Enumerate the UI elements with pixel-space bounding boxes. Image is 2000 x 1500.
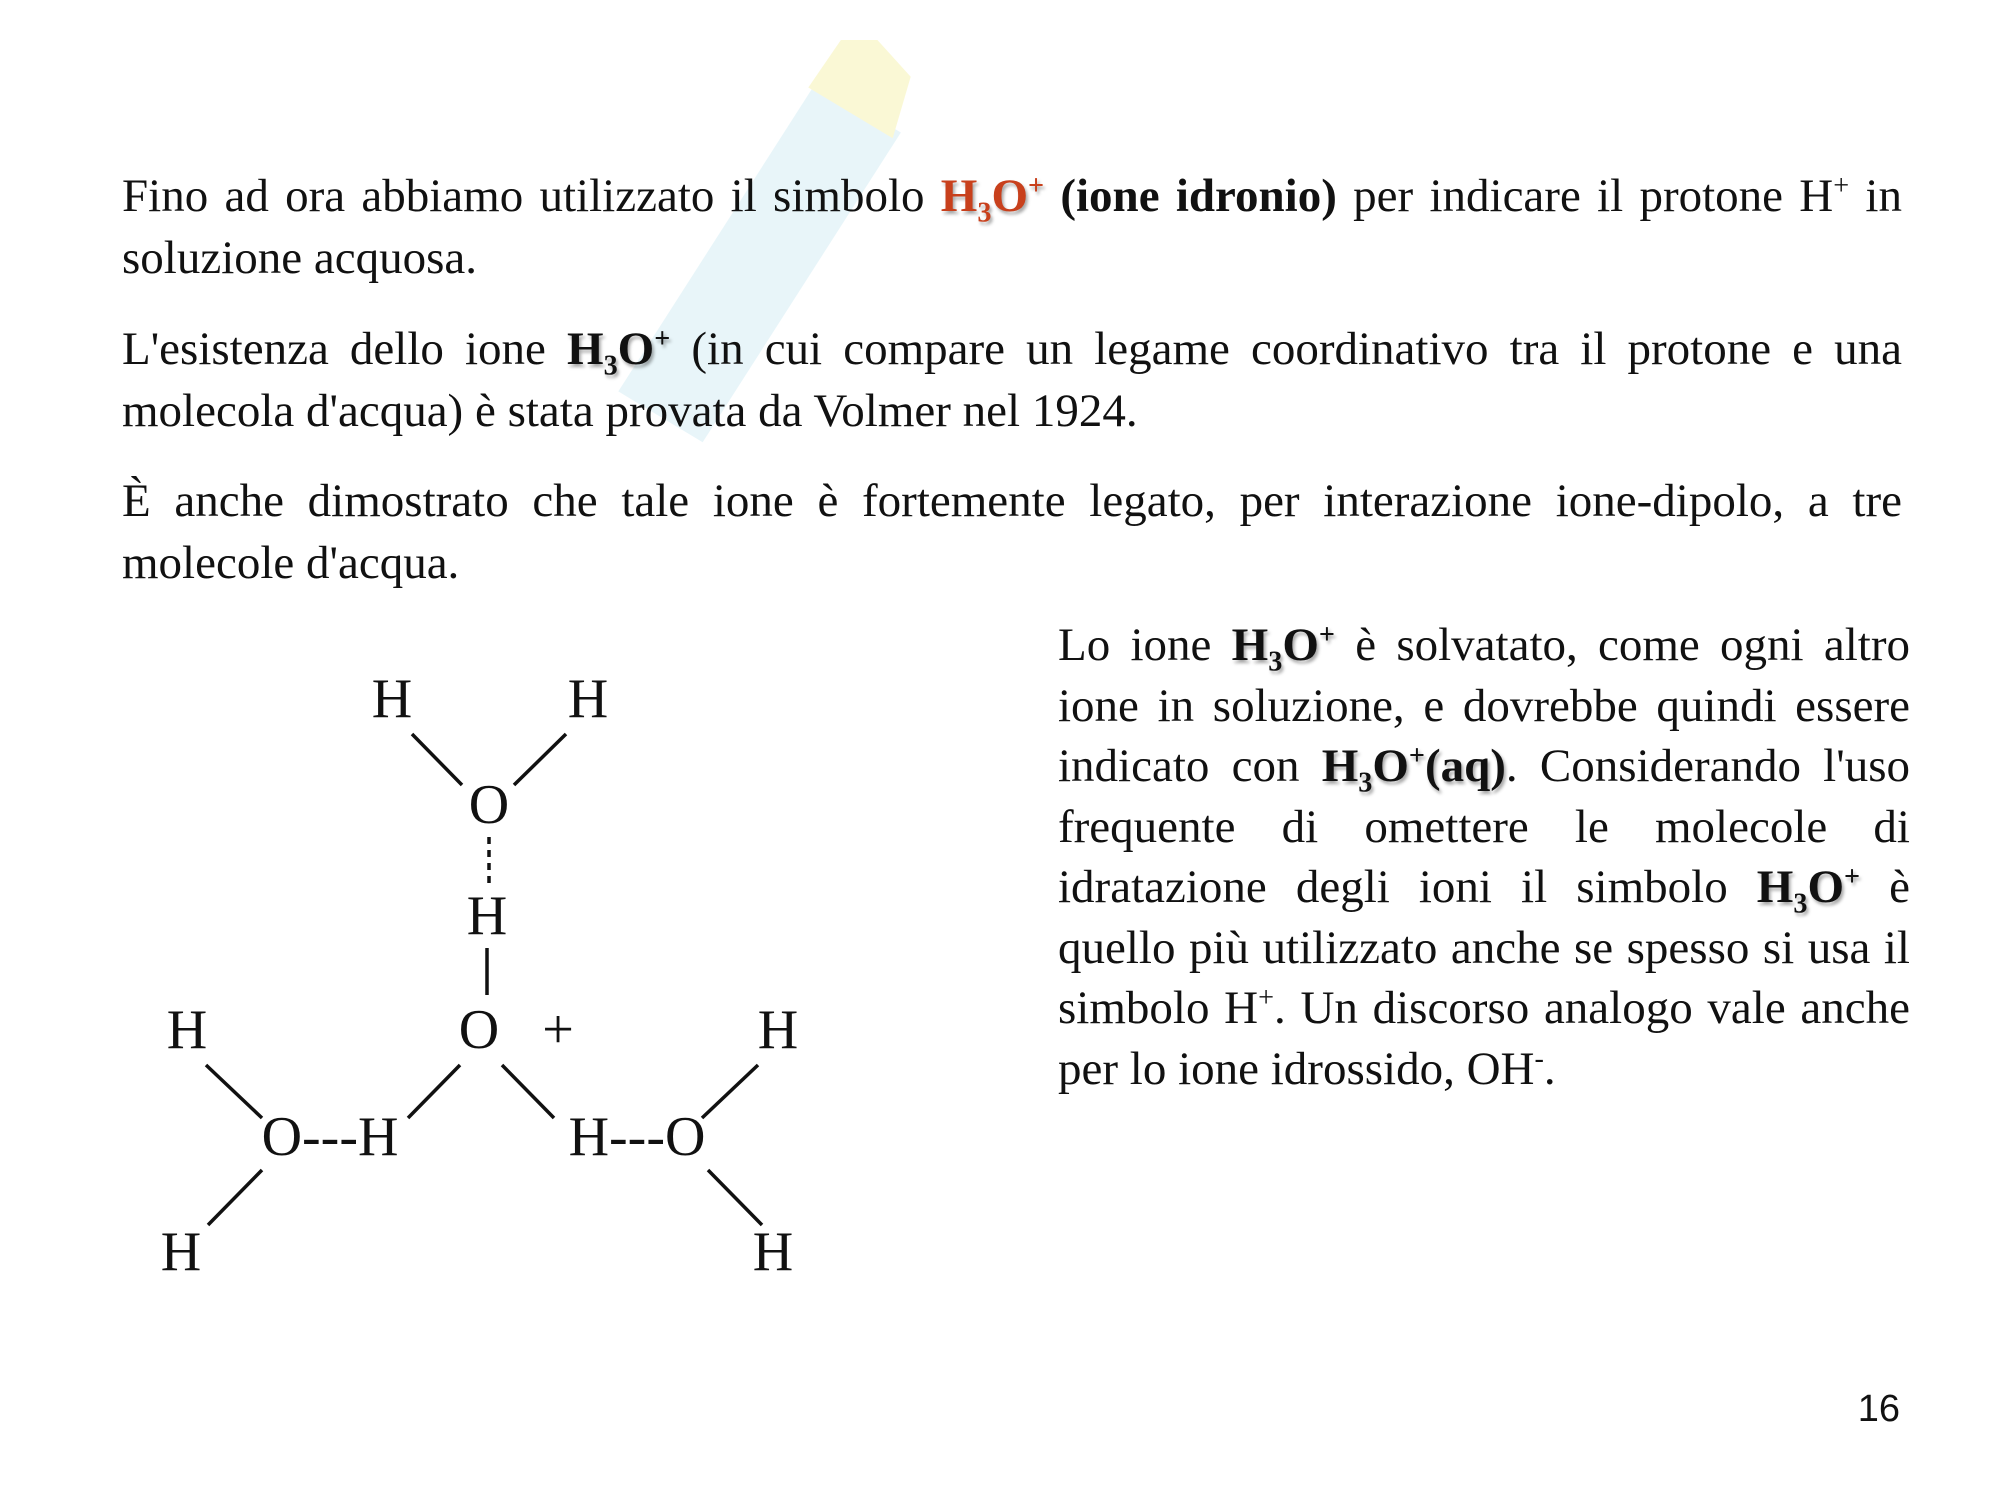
atom-top-h-left: H	[371, 668, 413, 730]
bond-right-top	[702, 1065, 758, 1118]
atom-left-o-h: O---H	[261, 1106, 399, 1168]
bond-left-bottom	[208, 1170, 262, 1225]
formula-h3o-aq: $H_3O^+(aq)$	[1321, 740, 1506, 799]
bond-top-right	[514, 734, 566, 785]
atom-right-bottom-h: H	[752, 1221, 794, 1283]
formula-h3o: $H_3O^+$	[1231, 619, 1335, 678]
atom-top-h-right: H	[567, 668, 609, 730]
atom-top-o: O	[468, 774, 510, 836]
atom-left-top-h: H	[166, 999, 208, 1061]
atom-right-top-h: H	[757, 999, 799, 1061]
bond-right-bottom	[708, 1170, 762, 1225]
paragraph-solvation: Lo ione $H_3O^+$ è solvatato, come ogni altro ione in soluzione, e dovrebbe quindi essere indicato con $H_3O^+(aq)$. Considerando l'uso frequente di omettere le molecole di idratazione degli ioni il simbolo $H_3O^+$ è quello più utilizzato anche se spesso si usa il simbolo H+. Un discorso analogo vale anche per lo ione idrossido, OH-.	[1058, 619, 1910, 1095]
bond-center-left	[408, 1065, 460, 1118]
paragraph-hydronium-intro: Fino ad ora abbiamo utilizzato il simbolo $H_3O^+$ (ione idronio) per indicare il protone H+ in soluzione acquosa.	[122, 170, 1902, 284]
paragraph-existence: L'esistenza dello ione $H_3O^+$ (in cui compare un legame coordinativo tra il protone e una molecola d'acqua) è stata provata da Volmer nel 1924.	[122, 323, 1902, 437]
formula-h3o: $H_3O^+$	[1756, 861, 1861, 920]
page-number: 16	[1857, 1388, 1900, 1430]
hydronium-hydration-structure	[130, 640, 890, 1320]
atom-center-o: O	[458, 999, 500, 1061]
bond-center-right	[502, 1065, 554, 1118]
formula-h3o-red: $H_3O^+$	[940, 170, 1045, 229]
formula-h3o: $H_3O^+$	[567, 323, 671, 382]
bond-top-left	[412, 734, 462, 785]
atom-right-h-o: H---O	[568, 1106, 706, 1168]
paragraph-ion-dipole: È anche dimostrato che tale ione è fortemente legato, per interazione ione-dipolo, a tre molecole d'acqua.	[122, 475, 1902, 589]
atom-left-bottom-h: H	[160, 1221, 202, 1283]
watermark-accent-shape	[791, 40, 934, 161]
atom-bridge-h: H	[466, 885, 508, 947]
ion-name: (ione idronio)	[1060, 170, 1337, 222]
bond-left-top	[206, 1065, 262, 1118]
charge-plus: +	[542, 999, 574, 1061]
